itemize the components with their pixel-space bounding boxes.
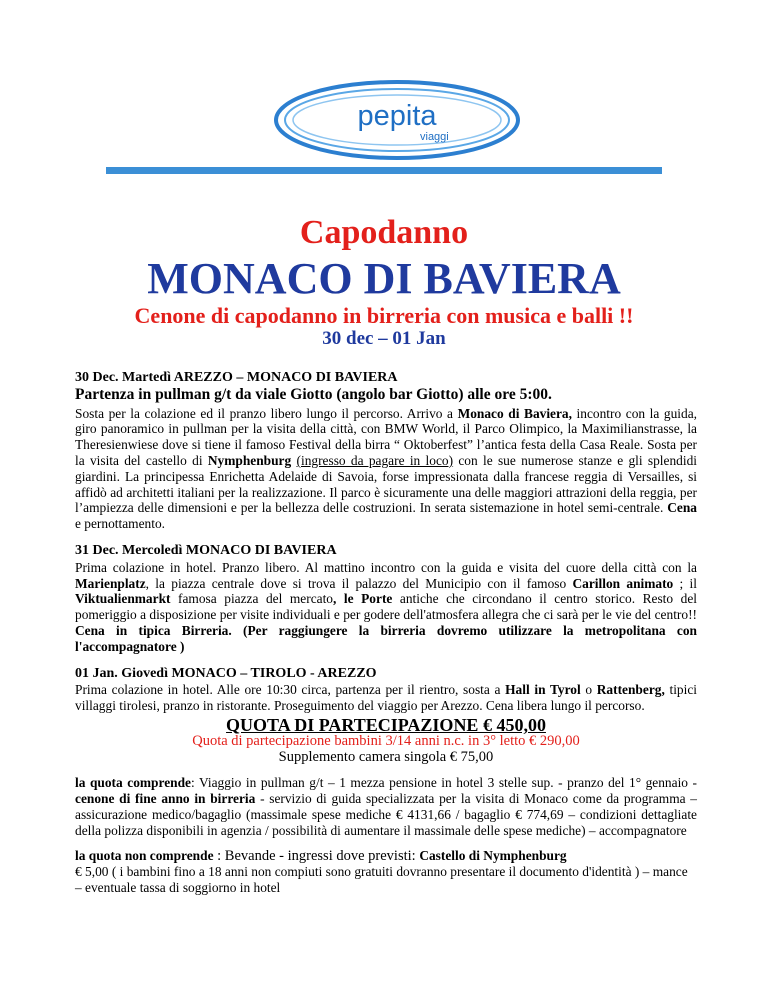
day1-departure: Partenza in pullman g/t da viale Giotto (angolo bar Giotto) alle ore 5:00. — [75, 385, 552, 403]
trip-dates: 30 dec – 01 Jan — [322, 328, 446, 349]
price-main: QUOTA DI PARTECIPAZIONE € 450,00 — [226, 714, 546, 735]
day2-heading: 31 Dec. Mercoledì MONACO DI BAVIERA — [75, 542, 337, 558]
pepita-viaggi-logo — [274, 80, 520, 160]
destination-title: MONACO DI BAVIERA — [147, 254, 621, 303]
price-single-supplement: Supplemento camera singola € 75,00 — [278, 748, 494, 765]
excludes-text: la quota non comprende : Bevande - ingressi dove previsti: Castello di Nymphenburg € 5,00 ( i bambini fino a 18 anni non compiuti sono gratuiti dovranno presentare il documento d'identità ) – mance – eventuale tassa di soggiorno in hotel — [75, 847, 688, 896]
day2-description: Prima colazione in hotel. Pranzo libero. Al mattino incontro con la guida e visita del cuore della città con la Marienplatz, la piazza centrale dove si trova il palazzo del Municipio con il famoso Carillon animato ; il Viktualienmarkt famosa piazza del mercato, le Porte antiche che circondano il centro storico. Resto del pomeriggio a disposizione per visite individuali e per godere dell'atmosfera allegra che ci sarà per le vie del centro!! Cena in tipica Birreria. (Per raggiungere la birreria dovremo utilizzare la metropolitana con l'accompagnatore ) — [75, 559, 697, 654]
day1-heading: 30 Dec. Martedì AREZZO – MONACO DI BAVIERA — [75, 370, 398, 385]
price-children: Quota di partecipazione bambini 3/14 anni n.c. in 3° letto € 290,00 — [192, 732, 580, 749]
day3-heading: 01 Jan. Giovedì MONACO – TIROLO - AREZZO — [75, 665, 377, 681]
day3-description: Prima colazione in hotel. Alle ore 10:30 circa, partenza per il rientro, sosta a Hall in Tyrol o Rattenberg, tipici villaggi tirolesi, pranzo in ristorante. Proseguimento del viaggio per Arezzo. Cena libera lungo il percorso. — [75, 682, 698, 714]
itinerary-content — [75, 370, 697, 896]
includes-text: la quota comprende: Viaggio in pullman g/t – 1 mezza pensione in hotel 3 stelle sup. - pranzo del 1° gennaio - cenone di fine anno in birreria - servizio di guida specializzata per la visita di Monaco come da programma – assicurazione medico/bagaglio (massimale spese mediche € 4131,66 / bagaglio € 774,69 – condizioni dettagliate della polizza disponibili in agenzia / possibilità di aumentare il massimale delle spese mediche) – accompagnatore — [75, 775, 697, 838]
tagline: Cenone di capodanno in birreria con musica e balli !! — [134, 303, 634, 328]
logo-brand-text: pepita — [357, 100, 437, 132]
logo-sub-text: viaggi — [420, 131, 449, 143]
logo-ellipse-graphic — [274, 80, 520, 160]
page-title: Capodanno — [299, 214, 469, 251]
header-divider — [106, 167, 662, 174]
day1-description: Sosta per la colazione ed il pranzo libero lungo il percorso. Arrivo a Monaco di Baviera, incontro con la guida, giro panoramico in pullman per la visita della città, con BMW World, il Parco Olimpico, la Maximilianstrasse, la Theresienwiese dove si tiene il famoso Festival della birra “ Oktoberfest” l’antica festa della Casa Reale. Sosta per la visita del castello di Nymphenburg (ingresso da pagare in loco) con le sue numerose stanze e gli splendidi giardini. La principessa Enrichetta Adelaide di Savoia, forse impressionata dalla francese reggia di Versailles, si affidò ad architetti italiani per la realizzazione. Il parco è sicuramente una delle maggiori attrazioni della reggia, per l’ampiezza delle dimensioni e per la bellezza delle costruzioni. In serata sistemazione in hotel semi-centrale. Cena e pernottamento. — [75, 405, 698, 532]
